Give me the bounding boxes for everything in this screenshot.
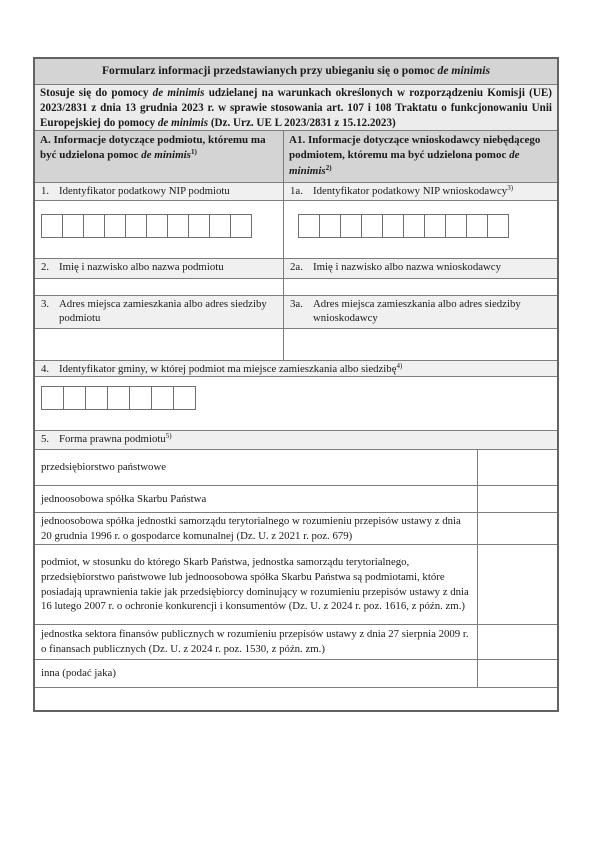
option-inna: inna (podać jaka) — [35, 660, 478, 687]
intro-text-2: udzielanej na warunkach określonych w rozporządzeniu Komisji (UE) 2023/2831 z dnia 13 grudnia 2023 r. w sprawie stosowania art. 107 i 108 Traktatu o funkcjonowaniu Unii Europejskiej do pomocy — [40, 87, 552, 130]
row1a-number: 1a. — [290, 185, 303, 197]
row2-label — [35, 259, 284, 278]
row4-label — [35, 360, 557, 376]
digit-box[interactable] — [146, 214, 168, 238]
option-spolka-skarbu-panstwa: jednoosobowa spółka Skarbu Państwa — [35, 486, 478, 512]
intro-italic-1: de minimis — [152, 87, 205, 99]
digit-box[interactable] — [209, 214, 231, 238]
form-intro — [35, 84, 557, 130]
digit-box[interactable] — [403, 214, 425, 238]
legal-form-option-row — [35, 449, 557, 485]
option-jednostka-finansow-publicznych: jednostka sektora finansów publicznych w rozumieniu przepisów ustawy z dnia 27 sierpnia 2009 r. o finansach publicznych (Dz. U. z 2024 r. poz. 1530, z późn. zm.) — [35, 625, 478, 659]
section-a1-header — [284, 131, 557, 182]
intro-italic-2: de minimis — [157, 117, 209, 130]
nip-podmiot-input[interactable] — [35, 201, 284, 258]
digit-box[interactable] — [424, 214, 446, 238]
row4-footnote: 4) — [396, 362, 403, 370]
section-a1-text: A1. Informacje dotyczące wnioskodawcy niebędącego podmiotem, któremu ma być udzielona pomoc — [289, 134, 541, 162]
digit-box[interactable] — [188, 214, 210, 238]
row1-text: Identyfikator podatkowy NIP podmiotu — [59, 185, 230, 197]
digit-box[interactable] — [83, 214, 105, 238]
digit-box[interactable] — [445, 214, 467, 238]
section-a-text: A. Informacje dotyczące podmiotu, któremu ma być udzielona pomoc — [40, 134, 266, 162]
digit-box[interactable] — [319, 214, 341, 238]
row1a-text — [313, 185, 553, 199]
digit-box[interactable] — [85, 386, 108, 410]
row3a-number: 3a. — [290, 298, 303, 310]
legal-form-option-row — [35, 624, 557, 659]
row3-text: Adres miejsca zamieszkania albo adres siedziby podmiotu — [59, 298, 267, 324]
name-wnioskodawca-input[interactable] — [284, 279, 557, 295]
digit-box[interactable] — [107, 386, 130, 410]
digit-box[interactable] — [129, 386, 152, 410]
gmina-input-row[interactable] — [35, 376, 557, 430]
row3-label — [35, 296, 284, 328]
digit-box[interactable] — [340, 214, 362, 238]
form-table — [33, 57, 559, 712]
section-a1-footnote: 2) — [325, 163, 332, 172]
form-title-text: Formularz informacji przedstawianych przy ubieganiu się o pomoc — [101, 64, 438, 77]
row1-label — [35, 183, 284, 200]
digit-box[interactable] — [487, 214, 509, 238]
digit-box[interactable] — [104, 214, 126, 238]
row3-number: 3. — [41, 298, 50, 310]
row5-number: 5. — [41, 433, 50, 445]
section-a-footnote: 1) — [190, 148, 197, 157]
row5-label — [35, 430, 557, 449]
digit-box[interactable] — [125, 214, 147, 238]
intro-text-3: (Dz. Urz. UE L 2023/2831 z 15.12.2023) — [208, 117, 396, 130]
digit-box[interactable] — [41, 386, 64, 410]
digit-box[interactable] — [361, 214, 383, 238]
form-title — [35, 59, 557, 84]
legal-form-option-row — [35, 485, 557, 512]
inna-specify-input[interactable] — [35, 687, 557, 710]
row-3-labels — [35, 295, 557, 328]
address-podmiot-input[interactable] — [35, 329, 284, 360]
section-a-header — [35, 131, 284, 182]
digit-box[interactable] — [63, 386, 86, 410]
option-spolka-skarbu-panstwa-checkbox[interactable] — [478, 486, 557, 512]
option-przedsiebiorstwo-panstwowe-checkbox[interactable] — [478, 450, 557, 485]
option-spolka-jednostki-samorzadu-checkbox[interactable] — [478, 513, 557, 544]
row5-text — [59, 433, 553, 448]
digit-box[interactable] — [466, 214, 488, 238]
digit-box[interactable] — [173, 386, 196, 410]
option-spolka-jednostki-samorzadu: jednoosobowa spółka jednostki samorządu terytorialnego w rozumieniu przepisów ustawy z dnia 20 grudnia 1996 r. o gospodarce komunalnej (Dz. U. z 2021 r. poz. 679) — [35, 513, 478, 544]
row1a-label — [284, 183, 557, 200]
row5-footnote: 5) — [165, 432, 172, 440]
digit-box[interactable] — [298, 214, 320, 238]
digit-box[interactable] — [167, 214, 189, 238]
digit-box[interactable] — [41, 214, 63, 238]
section-a1-italic: de minimis — [289, 149, 520, 177]
row-1-labels — [35, 182, 557, 200]
legal-form-option-row — [35, 512, 557, 544]
row1-number: 1. — [41, 185, 50, 197]
option-przedsiebiorstwo-panstwowe: przedsiębiorstwo państwowe — [35, 450, 478, 485]
address-wnioskodawca-input[interactable] — [284, 329, 557, 360]
option-podmiot-dominujacy-checkbox[interactable] — [478, 545, 557, 624]
option-jednostka-finansow-publicznych-checkbox[interactable] — [478, 625, 557, 659]
name-input-row — [35, 278, 557, 295]
section-headers — [35, 130, 557, 182]
row4-text — [59, 363, 553, 375]
gmina-boxes — [35, 377, 557, 410]
nip-podmiot-boxes — [35, 201, 283, 238]
option-podmiot-dominujacy: podmiot, w stosunku do którego Skarb Państwa, jednostka samorządu terytorialnego, przedsiębiorstwo państwowe lub jednoosobowa spółka Skarbu Państwa są podmiotami, które posiadają uprawnienia takie jak przedsiębiorcy dominujący w rozumieniu przepisów ustawy z dnia 16 lutego 2007 r. o ochronie konkurencji i konsumentów (Dz. U. z 2024 r. poz. 1616, z późn. zm.) — [35, 545, 478, 624]
legal-form-option-row — [35, 544, 557, 624]
row2-number: 2. — [41, 261, 50, 273]
row3a-label — [284, 296, 557, 328]
nip-input-row — [35, 200, 557, 258]
intro-text: Stosuje się do pomocy — [40, 87, 153, 99]
digit-box[interactable] — [62, 214, 84, 238]
row3a-text: Adres miejsca zamieszkania albo adres siedziby wnioskodawcy — [313, 298, 521, 324]
row5-text-main: Forma prawna podmiotu — [59, 433, 166, 445]
legal-form-option-row — [35, 659, 557, 687]
row2a-label — [284, 259, 557, 278]
digit-box[interactable] — [151, 386, 174, 410]
digit-box[interactable] — [382, 214, 404, 238]
address-input-row — [35, 328, 557, 360]
row1a-footnote: 3) — [507, 184, 514, 192]
name-podmiot-input[interactable] — [35, 279, 284, 295]
option-inna-checkbox[interactable] — [478, 660, 557, 687]
row1a-text-main: Identyfikator podatkowy NIP wnioskodawcy — [313, 185, 508, 197]
row2a-text: Imię i nazwisko albo nazwa wnioskodawcy — [313, 261, 501, 273]
digit-box[interactable] — [230, 214, 252, 238]
nip-wnioskodawca-input[interactable] — [284, 201, 557, 258]
nip-wnioskodawca-boxes — [284, 201, 557, 238]
row4-number: 4. — [41, 363, 50, 375]
row-2-labels — [35, 258, 557, 278]
row2-text: Imię i nazwisko albo nazwa podmiotu — [59, 261, 224, 273]
row2a-number: 2a. — [290, 261, 303, 273]
form-title-italic: de minimis — [437, 64, 491, 77]
row4-text-main: Identyfikator gminy, w której podmiot ma miejsce zamieszkania albo siedzibę — [59, 363, 397, 375]
section-a-italic: de minimis — [141, 149, 191, 162]
